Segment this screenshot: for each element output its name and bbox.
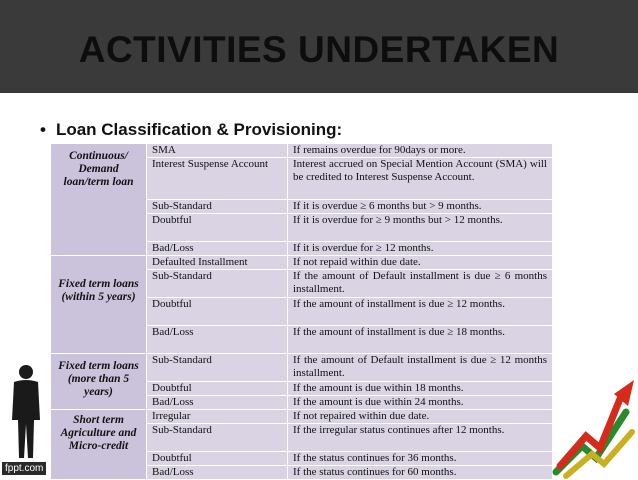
- table-row: [51, 144, 553, 158]
- status-cell: SMA: [147, 144, 288, 158]
- description-cell: If it is overdue for ≥ 9 months but > 12 months.: [288, 214, 553, 242]
- description-cell: If the amount of installment is due ≥ 18 months.: [288, 326, 553, 354]
- slide-title: ACTIVITIES UNDERTAKEN: [78, 29, 560, 70]
- description-cell: Interest accrued on Special Mention Account (SMA) will be credited to Interest Suspense Account.: [288, 158, 553, 200]
- description-cell: If it is overdue ≥ 6 months but > 9 months.: [288, 200, 553, 214]
- bullet-symbol: •: [40, 120, 46, 139]
- status-cell: Sub-Standard: [147, 354, 288, 382]
- status-cell: Sub-Standard: [147, 200, 288, 214]
- status-cell: Bad/Loss: [147, 466, 288, 480]
- status-cell: Defaulted Installment: [147, 256, 288, 270]
- status-cell: Doubtful: [147, 298, 288, 326]
- description-cell: If the status continues for 36 months.: [288, 452, 553, 466]
- status-cell: Bad/Loss: [147, 326, 288, 354]
- description-cell: If the status continues for 60 months.: [288, 466, 553, 480]
- description-cell: If the amount of Default installment is due ≥ 6 months installment.: [288, 270, 553, 298]
- status-cell: Doubtful: [147, 382, 288, 396]
- growth-arrow-icon: [552, 350, 638, 479]
- status-cell: Doubtful: [147, 452, 288, 466]
- description-cell: If not repaid within due date.: [288, 256, 553, 270]
- bullet-text: Loan Classification & Provisioning:: [55, 120, 343, 139]
- description-cell: If the irregular status continues after 12 months.: [288, 424, 553, 452]
- description-cell: If the amount of Default installment is due ≥ 12 months installment.: [288, 354, 553, 382]
- status-cell: Doubtful: [147, 214, 288, 242]
- description-cell: If remains overdue for 90days or more.: [288, 144, 553, 158]
- status-cell: Bad/Loss: [147, 242, 288, 256]
- businessman-silhouette-icon: [6, 362, 46, 462]
- bullet-item: [40, 120, 342, 140]
- watermark: fppt.com: [2, 462, 46, 475]
- table-row: [51, 410, 553, 424]
- description-cell: If the amount is due within 24 months.: [288, 396, 553, 410]
- description-cell: If the amount is due within 18 months.: [288, 382, 553, 396]
- status-cell: Bad/Loss: [147, 396, 288, 410]
- table-row: [51, 256, 553, 270]
- status-cell: Irregular: [147, 410, 288, 424]
- table-row: [51, 354, 553, 382]
- status-cell: Sub-Standard: [147, 270, 288, 298]
- status-cell: Sub-Standard: [147, 424, 288, 452]
- loan-classification-table: [50, 143, 553, 480]
- status-cell: Interest Suspense Account: [147, 158, 288, 200]
- category-cell: Fixed term loans (within 5 years): [51, 256, 147, 354]
- category-cell: Fixed term loans (more than 5 years): [51, 354, 147, 410]
- category-cell: Short term Agriculture and Micro-credit: [51, 410, 147, 480]
- category-cell: Continuous/ Demand loan/term loan: [51, 144, 147, 256]
- description-cell: If it is overdue for ≥ 12 months.: [288, 242, 553, 256]
- description-cell: If the amount of installment is due ≥ 12 months.: [288, 298, 553, 326]
- description-cell: If not repaired within due date.: [288, 410, 553, 424]
